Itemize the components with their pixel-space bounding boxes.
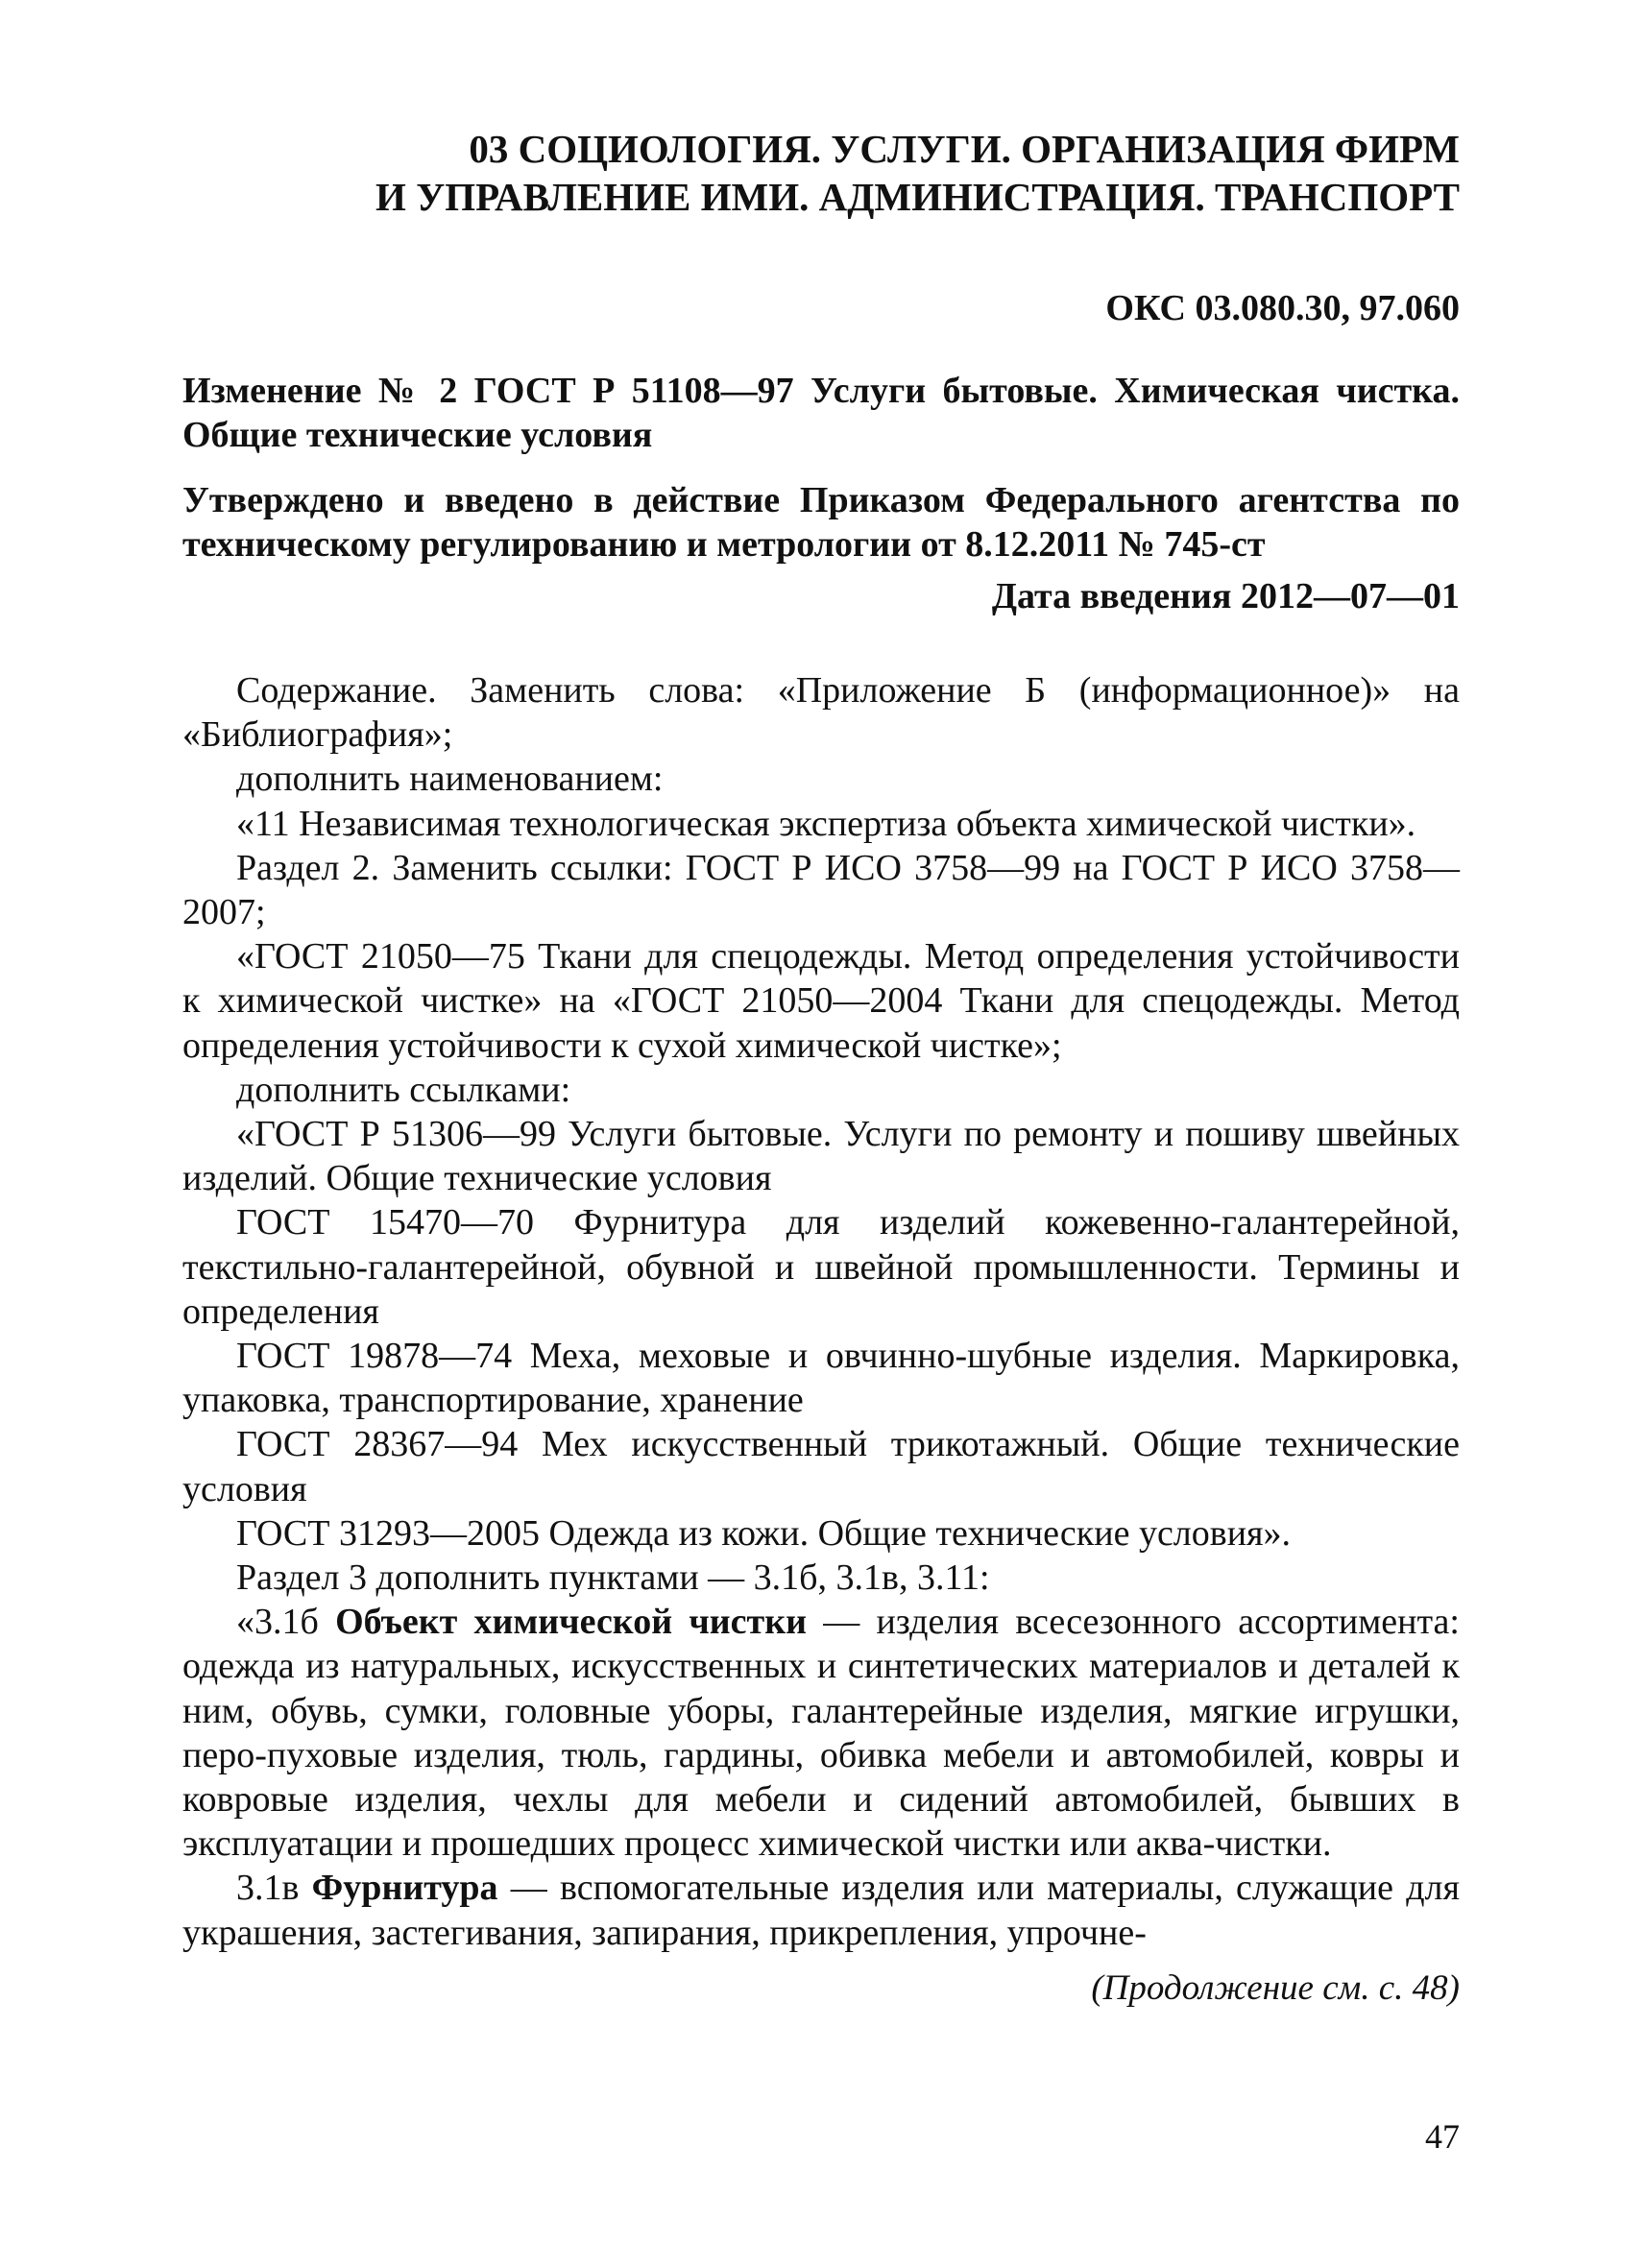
oks-code: ОКС 03.080.30, 97.060 (1105, 288, 1460, 328)
paragraph-term-3-1b (182, 1600, 1460, 1866)
paragraph-gost-28367: ГОСТ 28367—94 Мех искусственный трикотажный. Общие технические условия (182, 1424, 1460, 1509)
approval-statement: Утверждено и введено в действие Приказом Федерального агентства по техническому регулированию и метрологии от 8.12.2011 № 745-ст (182, 480, 1460, 565)
section-title-line1: 03 СОЦИОЛОГИЯ. УСЛУГИ. ОРГАНИЗАЦИЯ ФИРМ (469, 127, 1460, 171)
term-number: 3.1в (236, 1868, 312, 1909)
introduction-date: Дата введения 2012—07—01 (991, 576, 1460, 616)
paragraph-gost-19878: ГОСТ 19878—74 Меха, меховые и овчинно-шубные изделия. Маркировка, упаковка, транспортирование, хранение (182, 1336, 1460, 1421)
paragraph-gost-15470: ГОСТ 15470—70 Фурнитура для изделий кожевенно-галантерейной, текстильно-галантерейной, обувной и швейной промышленности. Термины и определения (182, 1202, 1460, 1332)
term-definition: — вспомогательные изделия или материалы, служащие для украшения, застегивания, запирания, прикрепления, упрочне- (182, 1868, 1460, 1953)
section-title-line2: И УПРАВЛЕНИЕ ИМИ. АДМИНИСТРАЦИЯ. ТРАНСПОРТ (375, 175, 1460, 219)
paragraph-gost-31293: ГОСТ 31293—2005 Одежда из кожи. Общие технические условия». (236, 1512, 1292, 1554)
amendment-title: Изменение № 2 ГОСТ Р 51108—97 Услуги бытовые. Химическая чистка. Общие технические условия (182, 371, 1460, 455)
paragraph-add-name: дополнить наименованием: (236, 759, 664, 800)
paragraph-section-2: Раздел 2. Заменить ссылки: ГОСТ Р ИСО 3758—99 на ГОСТ Р ИСО 3758—2007; (182, 847, 1460, 933)
document-page (182, 125, 1460, 2011)
paragraph-section-11: «11 Независимая технологическая экспертиза объекта химической чистки». (236, 803, 1416, 844)
paragraph-section-3: Раздел 3 дополнить пунктами — 3.1б, 3.1в, 3.11: (236, 1557, 990, 1599)
paragraph-term-3-1v (182, 1866, 1460, 1954)
paragraph-gost-51306: «ГОСТ Р 51306—99 Услуги бытовые. Услуги по ремонту и пошиву швейных изделий. Общие технические условия (182, 1114, 1460, 1199)
term-name: Фурнитура (311, 1868, 498, 1909)
paragraph-gost-21050: «ГОСТ 21050—75 Ткани для спецодежды. Метод определения устойчивости к химической чистке» на «ГОСТ 21050—2004 Ткани для спецодежды. Метод определения устойчивости к сухой химической чистке»; (182, 936, 1460, 1066)
paragraph-add-refs: дополнить ссылками: (236, 1069, 571, 1110)
term-number: «3.1б (236, 1602, 336, 1643)
paragraph-contents: Содержание. Заменить слова: «Приложение Б (информационное)» на «Библиография»; (182, 670, 1460, 756)
continuation-note: (Продолжение см. с. 48) (1091, 1967, 1460, 2008)
term-definition: — изделия всесезонного ассортимента: одежда из натуральных, искусственных и синтетических материалов и деталей к ним, обувь, сумки, головные уборы, галантерейные изделия, мягкие игрушки, перо-пуховые изделия, тюль, гардины, обивка мебели и автомобилей, ковры и ковровые изделия, чехлы для мебели и сидений автомобилей, бывших в эксплуатации и прошедших процесс химической чистки или аква-чистки. (182, 1602, 1460, 1865)
page-number: 47 (1425, 2117, 1460, 2156)
document-body (182, 668, 1460, 1955)
term-name: Объект химической чистки (335, 1602, 807, 1643)
